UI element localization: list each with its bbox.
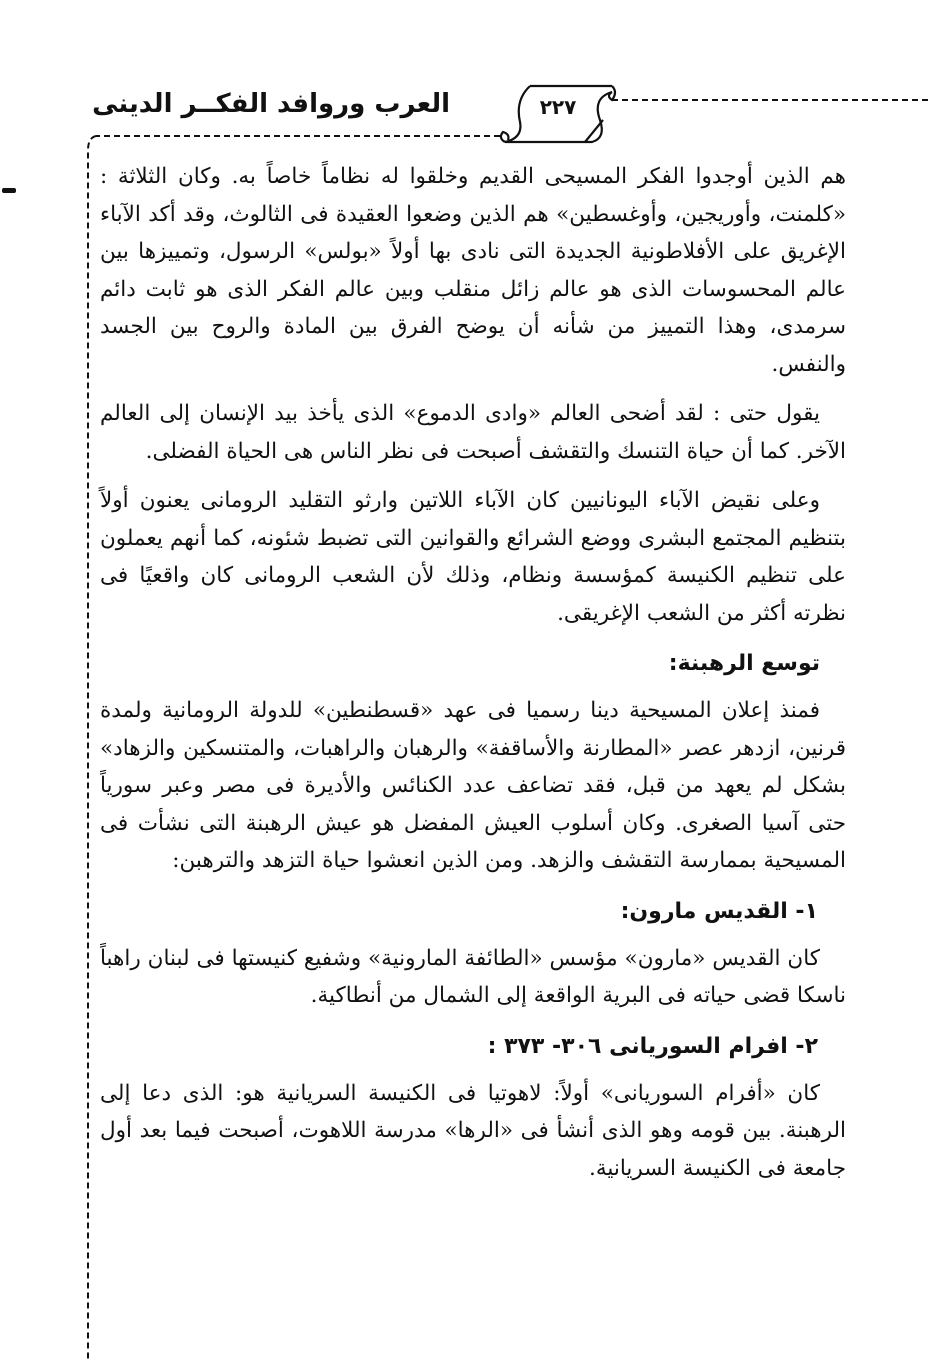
paragraph-3: وعلى نقيض الآباء اليونانيين كان الآباء اللاتين وارثو التقليد الرومانى يعنون أولاً بتنظيم المجتمع البشرى ووضع الشرائع والقوانين التى تضبط شئونه، كما أنهم يعملون على تنظيم الكنيسة كمؤسسة ونظام، وذلك لأن الشعب الرومانى كان واقعيًا فى نظرته أكثر من الشعب الإغريقى.	[100, 488, 846, 626]
page-body	[100, 158, 846, 1199]
section-heading-monasticism: توسع الرهبنة:	[668, 651, 820, 676]
running-header-title: العرب وروافد الفكــر الدينى	[92, 89, 450, 119]
paragraph-5: كان القديس «مارون» مؤسس «الطائفة المارونية» وشفيع كنيستها فى لبنان راهباً ناسكا قضى حياته فى البرية الواقعة إلى الشمال من أنطاكية.	[100, 945, 846, 1008]
subheading-saint-maron: ١- القديس مارون:	[620, 898, 818, 924]
page-number: ٢٢٧	[539, 95, 577, 119]
paragraph-2: يقول حتى : لقد أضحى العالم «وادى الدموع» الذى يأخذ بيد الإنسان إلى العالم الآخر. كما أن حياة التنسك والتقشف أصبحت فى نظر الناس هى الحياة الفضلى.	[100, 401, 846, 464]
margin-mark	[2, 188, 16, 193]
paragraph-1: هم الذين أوجدوا الفكر المسيحى القديم وخلقوا له نظاماً خاصاً به. وكان الثلاثة : «كلمنت، وأوريجين، وأوغسطين» هم الذين وضعوا العقيدة فى الثالوث، وقد أكد الآباء الإغريق على الأفلاطونية الجديدة التى نادى بها أولاً «بولس» الرسول، وتمييزها بين عالم المحسوسات الذى هو عالم زائل منقلب وبين عالم الفكر الذى هو ثابت دائم سرمدى، وهذا التمييز من شأنه أن يوضح الفرق بين المادة والروح بين الجسد والنفس.	[100, 164, 846, 377]
paragraph-4: فمنذ إعلان المسيحية دينا رسميا فى عهد «قسطنطين» للدولة الرومانية ولمدة قرنين، ازدهر عصر «المطارنة والأساقفة» والرهبان والراهبات، والمتنسكين والزهاد» بشكل لم يعهد من قبل، فقد تضاعف عدد الكنائس والأديرة فى مصر وعبر سورياً حتى آسيا الصغرى. وكان أسلوب العيش المفضل هو عيش الرهبنة التى نشأت فى المسيحية بممارسة التقشف والزهد. ومن الذين انعشوا حياة التزهد والترهبن:	[100, 698, 846, 873]
frame-left-border	[88, 136, 96, 1362]
paragraph-6: كان «أفرام السوريانى» أولاً: لاهوتيا فى الكنيسة السريانية هو: الذى دعا إلى الرهبنة. بين قومه وهو الذى أنشأ فى «الرها» مدرسة اللاهوت، أصبحت فيما بعد أول جامعة فى الكنيسة السريانية.	[100, 1080, 846, 1181]
subheading-ephrem-syrian: ٢- افرام السوريانى ٣٠٦- ٣٧٣ :	[487, 1033, 818, 1059]
